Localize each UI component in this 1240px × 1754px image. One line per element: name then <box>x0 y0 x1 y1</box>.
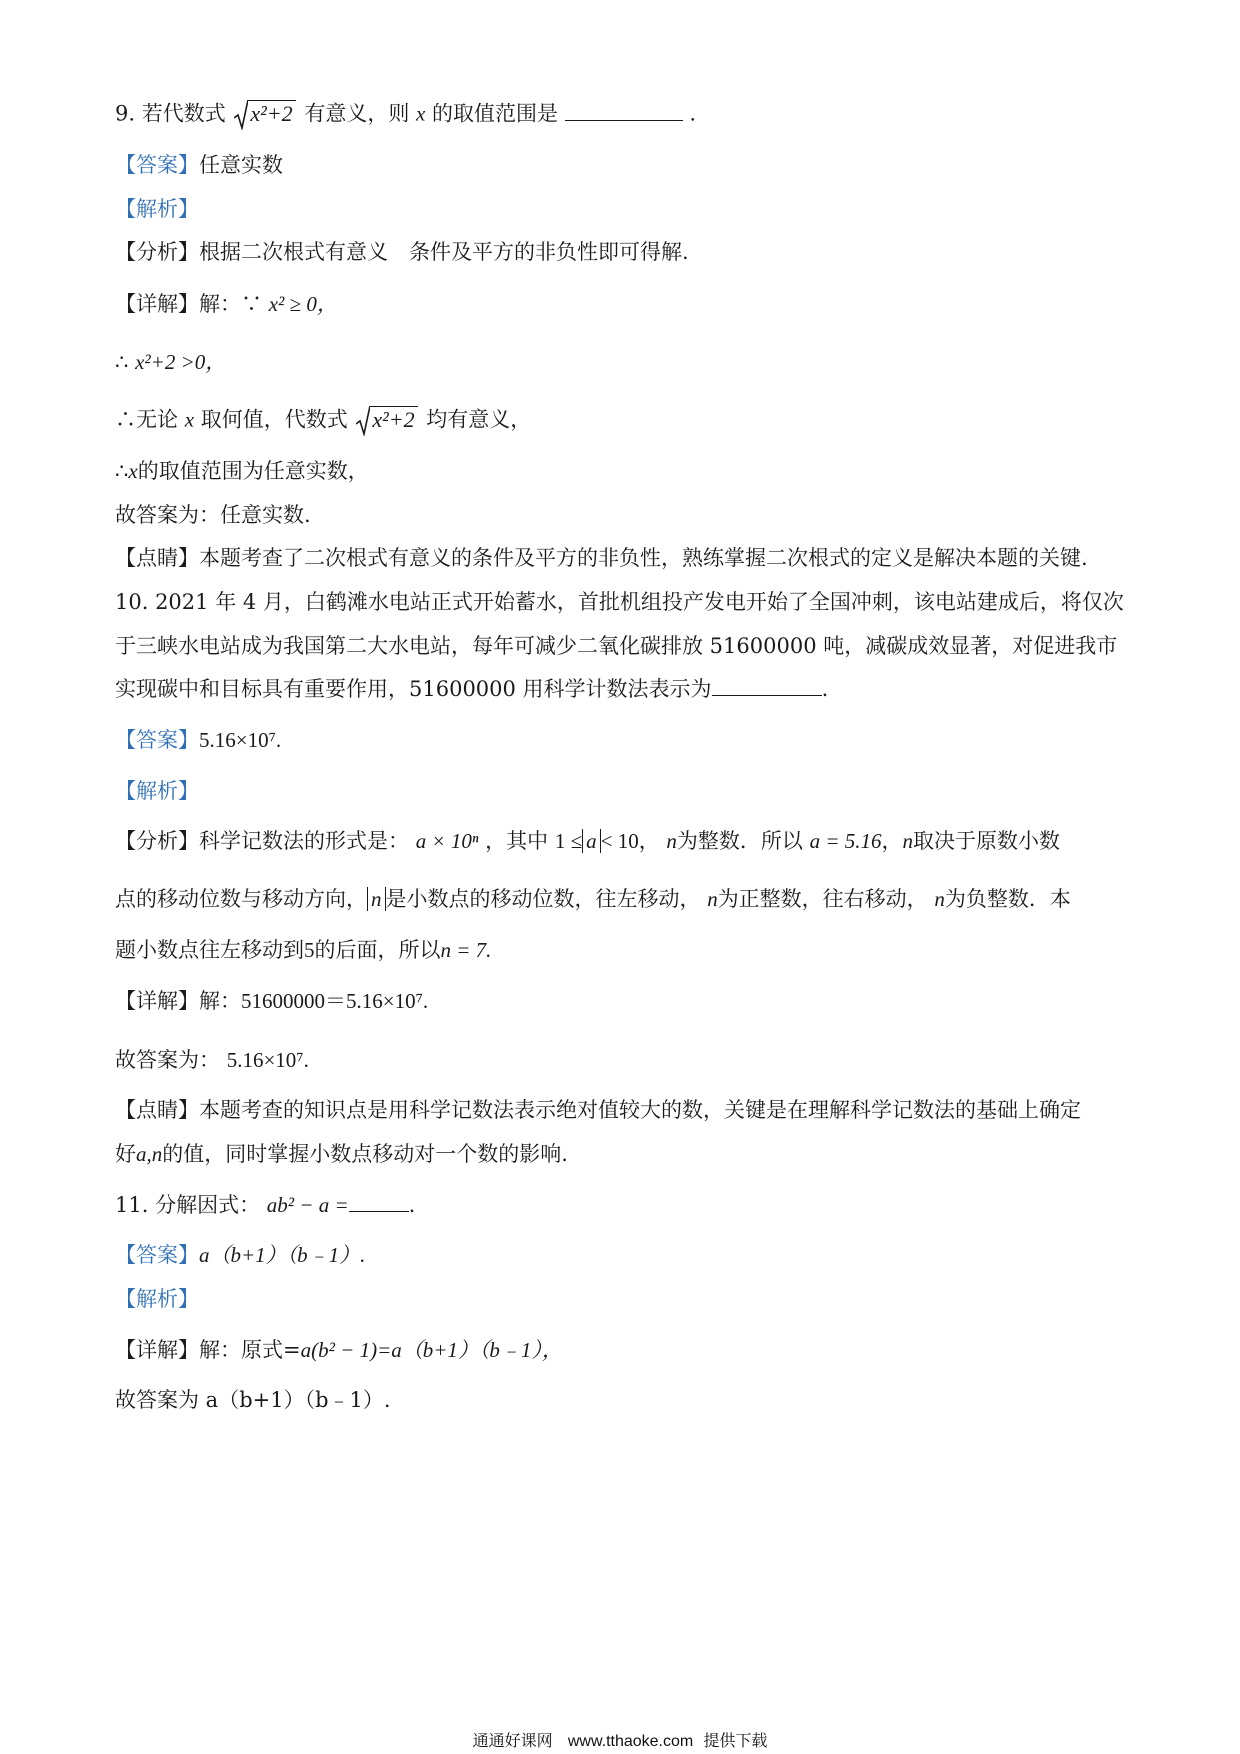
a9-answer-text: 任意实数 <box>199 153 283 177</box>
a10-final-math: 5.16×10⁷. <box>226 1048 309 1072</box>
a9-d4-a: ∴ <box>115 459 129 483</box>
a10-f1-b: ，其中 <box>485 829 549 853</box>
q10-line-3 <box>115 677 828 702</box>
a10-f2-n1: n <box>707 887 718 911</box>
a9-d4-b: 的取值范围为任意实数， <box>137 459 369 483</box>
q10-line-3-text: 实现碳中和目标具有重要作用，51600000 用科学计数法表示为 <box>115 677 712 701</box>
q9-prompt-c: 的取值范围是 <box>432 101 559 126</box>
a9-d3-radicand: x²+2 <box>370 406 417 436</box>
answer-tag: 【答案】 <box>115 728 199 752</box>
footer-url[interactable]: www.tthaoke.com <box>567 1733 694 1750</box>
a10-f1-m3: a = 5.16 <box>809 829 882 853</box>
q10-line-2 <box>115 634 1117 659</box>
a10-f1-a: 科学记数法的形式是： <box>199 829 409 853</box>
detail-tag: 【详解】 <box>115 1338 199 1362</box>
a9-d3-x: x <box>184 407 195 432</box>
a11-final <box>115 1388 391 1413</box>
a10-f1-m2c: < 10， <box>600 829 660 853</box>
fenxi-tag: 【分析】 <box>115 829 199 853</box>
footer-site-name: 通通好课网 <box>472 1731 553 1750</box>
a9-d1-pre: 解：∵ <box>199 292 262 316</box>
a10-fenxi-1 <box>115 829 1060 854</box>
q9-line <box>115 100 696 130</box>
q9-end: . <box>689 101 697 126</box>
q11-answer-blank <box>349 1210 409 1212</box>
a9-d1-math: x² ≥ 0， <box>268 292 338 316</box>
q11-end: . <box>408 1193 416 1217</box>
a10-fenxi-3 <box>115 938 491 963</box>
a10-c2-a: 好 <box>115 1142 136 1166</box>
a11-analysis <box>115 1287 199 1312</box>
a9-d3-c: 均有意义， <box>426 407 532 432</box>
a9-d3-sqrt <box>356 406 417 436</box>
q9-number: 9. <box>115 101 136 126</box>
footer-download: 提供下载 <box>703 1731 768 1750</box>
a10-c2-b: 的值，同时掌握小数点移动对一个数的影响. <box>162 1142 568 1166</box>
a10-comment-2 <box>115 1142 568 1167</box>
a10-f1-abs-a: a <box>582 829 601 853</box>
analysis-tag: 【解析】 <box>115 1287 199 1311</box>
a10-f2-abs-n: n <box>367 887 386 911</box>
a10-f3-five: 5 <box>304 938 315 962</box>
a10-f3-a: 题小数点往左移动到 <box>115 938 304 962</box>
q9-prompt-b: 有意义，则 <box>304 101 410 126</box>
a9-detail-3 <box>115 406 531 436</box>
a10-f1-m1: a × 10ⁿ <box>415 829 479 853</box>
a10-f3-b: 的后面，所以 <box>314 938 441 962</box>
a10-detail <box>115 989 428 1014</box>
radical-sign-icon <box>356 406 370 436</box>
a9-final <box>115 503 311 528</box>
a9-detail-1 <box>115 292 338 317</box>
q9-prompt-a: 若代数式 <box>141 101 226 126</box>
a10-f2-a: 点的移动位数与移动方向， <box>115 887 367 911</box>
a10-f2-d: 为负整数．本 <box>944 887 1071 911</box>
a10-f3-math: n = 7. <box>440 938 492 962</box>
a9-comment <box>115 546 1088 571</box>
a9-d2-pre: ∴ <box>115 350 129 374</box>
a10-c2-math: a,n <box>136 1142 163 1166</box>
a9-final-text: 故答案为：任意实数. <box>115 503 311 527</box>
q11-line <box>115 1193 415 1218</box>
a11-final-text: 故答案为 a（b+1）（b﹣1）. <box>115 1388 391 1412</box>
q9-sqrt <box>234 100 295 130</box>
a10-f1-n2: n <box>902 829 914 853</box>
a11-answer <box>115 1243 365 1268</box>
a10-f1-d: ， <box>881 829 903 853</box>
q11-expr: ab² − a = <box>266 1193 349 1217</box>
a9-detail-4 <box>115 459 369 484</box>
q9-var-x: x <box>416 101 426 126</box>
radical-sign-icon <box>234 100 248 130</box>
a9-fenxi-text: 根据二次根式有意义 条件及平方的非负性即可得解. <box>199 240 689 264</box>
detail-tag: 【详解】 <box>115 292 199 316</box>
a11-answer-text: a（b+1）（b﹣1）. <box>199 1243 366 1267</box>
a10-f1-c: 为整数．所以 <box>676 829 803 853</box>
comment-tag: 【点睛】 <box>115 1098 199 1122</box>
a10-comment-1 <box>115 1098 1081 1123</box>
fenxi-tag: 【分析】 <box>115 240 199 264</box>
q10-end: . <box>821 677 829 701</box>
answer-tag: 【答案】 <box>115 153 199 177</box>
q10-line-1 <box>115 590 1124 615</box>
q10-line-2-text: 于三峡水电站成为我国第二大水电站，每年可减少二氧化碳排放 51600000 吨，减碳成效显著，对促进我市 <box>115 634 1118 658</box>
a9-d3-a: ∴无论 <box>115 407 178 432</box>
a10-answer-text: 5.16×10⁷. <box>199 728 282 752</box>
q10-line-1-text: 10. 2021 年 4 月，白鹤滩水电站正式开始蓄水，首批机组投产发电开始了全国冲刺，该电站建成后，将仅次 <box>115 590 1124 614</box>
comment-tag: 【点睛】 <box>115 546 199 570</box>
a10-f1-e: 取决于原数小数 <box>913 829 1061 853</box>
a10-f1-m2a: 1 ≤ <box>554 829 583 853</box>
q10-answer-blank <box>712 694 822 696</box>
a9-fenxi <box>115 240 689 265</box>
a9-answer <box>115 153 283 178</box>
a10-answer <box>115 728 281 753</box>
detail-tag: 【详解】 <box>115 989 199 1013</box>
a9-detail-2 <box>115 350 226 375</box>
a10-analysis <box>115 779 199 804</box>
a10-final-a: 故答案为： <box>115 1048 220 1072</box>
a9-d4-x: x <box>128 459 138 483</box>
a10-f2-b: 是小数点的移动位数，往左移动， <box>385 887 701 911</box>
a10-f2-c: 为正整数，往右移动， <box>717 887 928 911</box>
a10-comment-1-text: 本题考查的知识点是用科学记数法表示绝对值较大的数，关键是在理解科学记数法的基础上确定 <box>199 1098 1081 1122</box>
q9-radicand: x²+2 <box>248 100 295 130</box>
a9-d2-math: x²+2 >0， <box>135 350 227 374</box>
a11-detail-a: 解：原式= <box>199 1338 301 1362</box>
a9-comment-text: 本题考查了二次根式有意义的条件及平方的非负性，熟练掌握二次根式的定义是解决本题的关键. <box>199 546 1088 570</box>
q11-number: 11. 分解因式： <box>115 1193 261 1217</box>
q9-answer-blank <box>565 119 683 121</box>
a11-detail-math: a(b² − 1) <box>300 1338 378 1362</box>
a10-f1-n1: n <box>666 829 677 853</box>
a10-final <box>115 1048 309 1073</box>
page-footer <box>0 1728 1240 1751</box>
a9-analysis <box>115 197 199 222</box>
answer-tag: 【答案】 <box>115 1243 199 1267</box>
a10-detail-text: 解：51600000＝5.16×10⁷. <box>199 989 429 1013</box>
analysis-tag: 【解析】 <box>115 197 199 221</box>
a9-d3-b: 取何值，代数式 <box>200 407 348 432</box>
analysis-tag: 【解析】 <box>115 779 199 803</box>
a10-fenxi-2 <box>115 887 1071 912</box>
a11-detail-b: =a（b+1）（b﹣1）， <box>377 1338 563 1362</box>
a11-detail <box>115 1338 563 1363</box>
a10-f2-n2: n <box>934 887 945 911</box>
